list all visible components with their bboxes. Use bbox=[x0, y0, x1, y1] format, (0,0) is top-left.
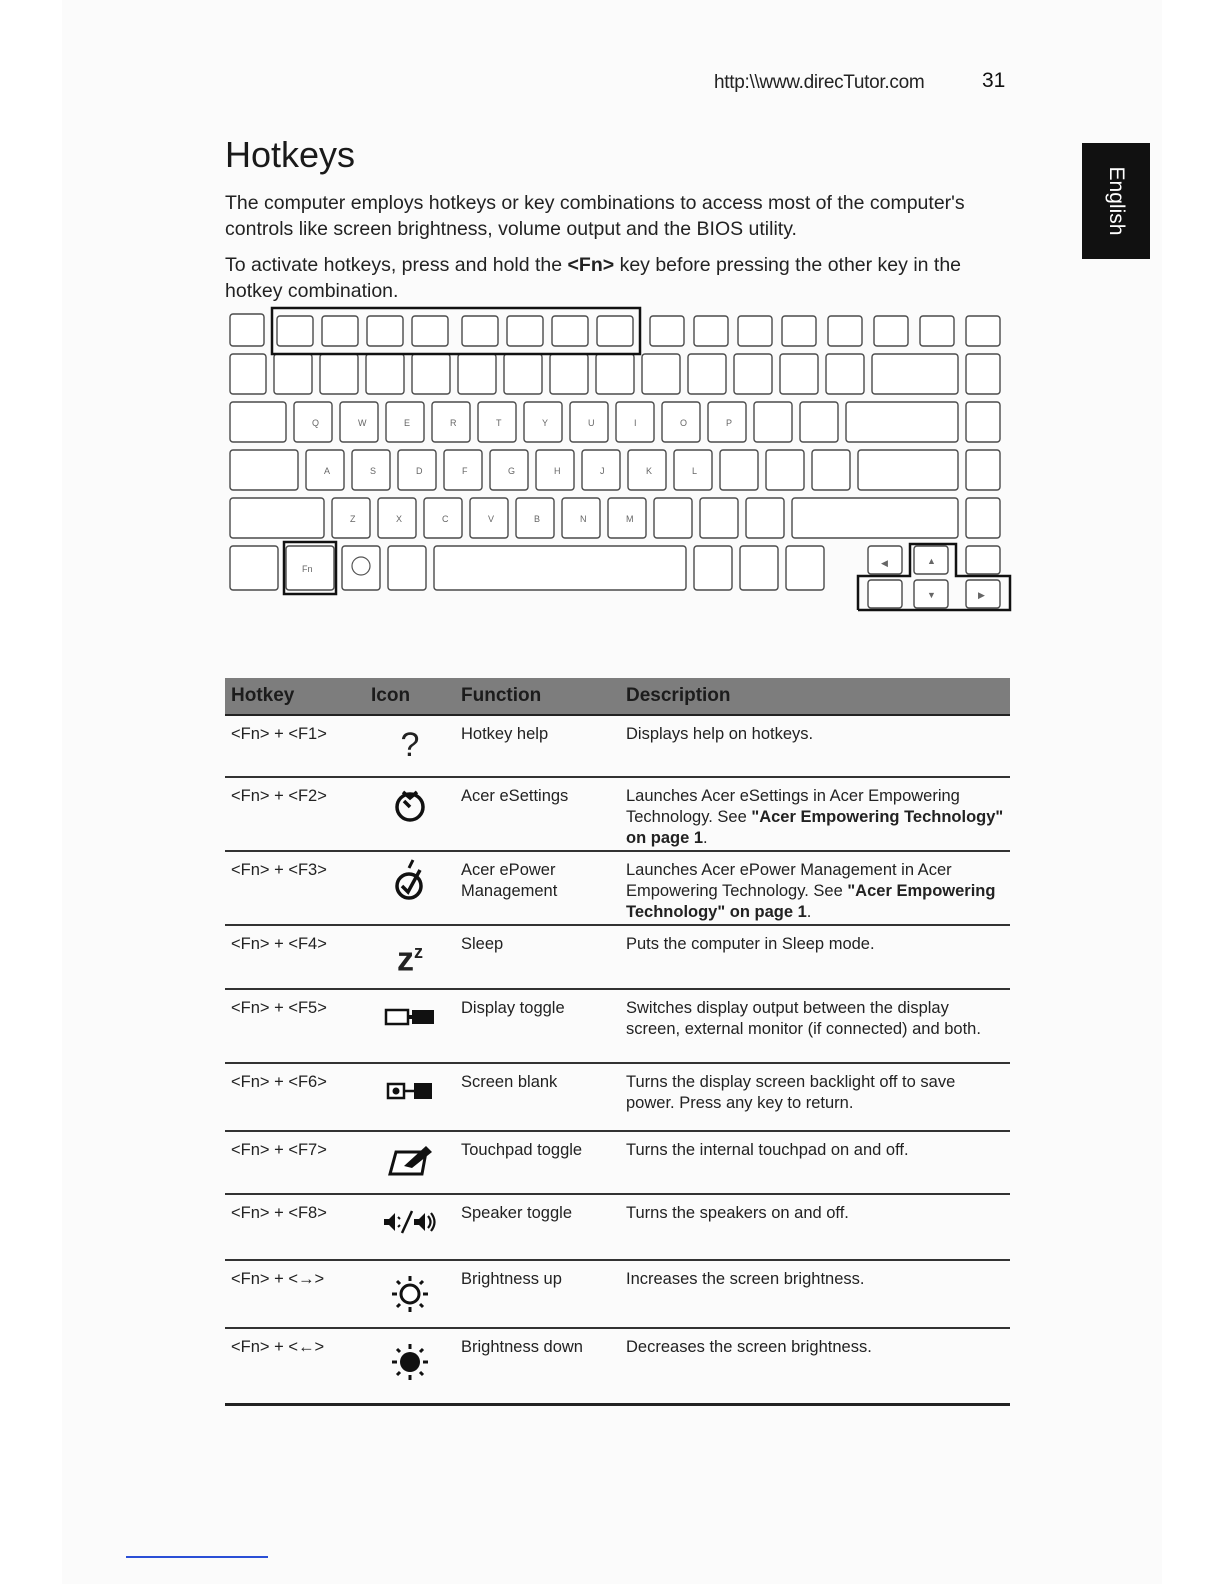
svg-text:E: E bbox=[404, 418, 411, 428]
svg-text:N: N bbox=[580, 514, 587, 524]
description-cell: Turns the speakers on and off. bbox=[620, 1194, 1010, 1260]
svg-text:▶: ▶ bbox=[978, 590, 985, 600]
screen-blank-icon bbox=[382, 1070, 438, 1110]
svg-text:S: S bbox=[370, 466, 377, 476]
page-title: Hotkeys bbox=[225, 134, 356, 175]
icon-cell bbox=[365, 715, 455, 777]
svg-text:▼: ▼ bbox=[927, 590, 936, 600]
table-row bbox=[225, 1131, 1010, 1194]
function-cell: Touchpad toggle bbox=[455, 1131, 620, 1194]
hotkey-cell: <Fn> + <→> bbox=[225, 1260, 365, 1328]
language-tab-label: English bbox=[1105, 166, 1128, 236]
hotkey-cell: <Fn> + <F4> bbox=[225, 925, 365, 989]
touchpad-icon bbox=[382, 1138, 438, 1178]
table-row bbox=[225, 1260, 1010, 1328]
svg-text:A: A bbox=[324, 466, 331, 476]
hotkey-cell: <Fn> + <F1> bbox=[225, 715, 365, 777]
cross-reference: "Acer Empowering Technology" on page 1 bbox=[626, 882, 996, 921]
svg-text:O: O bbox=[680, 418, 688, 428]
icon-cell bbox=[365, 925, 455, 989]
svg-text:Z: Z bbox=[350, 514, 356, 524]
hotkey-cell: <Fn> + <←> bbox=[225, 1328, 365, 1404]
svg-text:I: I bbox=[634, 418, 637, 428]
svg-text:Fn: Fn bbox=[302, 564, 313, 574]
brightness-down-icon bbox=[388, 1335, 432, 1385]
epower-icon bbox=[393, 858, 427, 902]
svg-text:U: U bbox=[588, 418, 595, 428]
description-cell: Turns the display screen backlight off to save power. Press any key to return. bbox=[620, 1063, 1010, 1131]
svg-text:C: C bbox=[442, 514, 449, 524]
table-header-row bbox=[225, 678, 1010, 715]
esettings-icon bbox=[393, 784, 427, 824]
svg-text:Y: Y bbox=[542, 418, 549, 428]
cross-reference: "Acer Empowering Technology" on page 1 bbox=[626, 808, 1004, 847]
function-cell: Sleep bbox=[455, 925, 620, 989]
function-cell: Brightness up bbox=[455, 1260, 620, 1328]
table-row bbox=[225, 851, 1010, 925]
description-cell bbox=[620, 777, 1010, 851]
function-cell: Brightness down bbox=[455, 1328, 620, 1404]
activation-text-end: key before pressing the other key in the hotkey combination. bbox=[225, 254, 962, 302]
svg-text:H: H bbox=[554, 466, 561, 476]
sleep-icon-superscript: z bbox=[414, 942, 423, 962]
page-number: 31 bbox=[982, 69, 1006, 92]
intro-paragraph: The computer employs hotkeys or key combinations to access most of the computer's controls like screen brightness, volume output and the BIOS utility. bbox=[225, 192, 965, 240]
svg-text:T: T bbox=[496, 418, 502, 428]
table-row bbox=[225, 777, 1010, 851]
table-row bbox=[225, 989, 1010, 1063]
description-cell: Decreases the screen brightness. bbox=[620, 1328, 1010, 1404]
icon-cell bbox=[365, 851, 455, 925]
function-cell: Acer eSettings bbox=[455, 777, 620, 851]
function-cell: Hotkey help bbox=[455, 715, 620, 777]
fn-key-text: <Fn> bbox=[567, 254, 615, 276]
svg-text:D: D bbox=[416, 466, 423, 476]
function-cell: Display toggle bbox=[455, 989, 620, 1063]
svg-text:P: P bbox=[726, 418, 733, 428]
function-cell: Acer ePower Management bbox=[455, 851, 620, 925]
svg-text:◀: ◀ bbox=[881, 558, 888, 568]
svg-text:L: L bbox=[692, 466, 698, 476]
hotkey-cell: <Fn> + <F7> bbox=[225, 1131, 365, 1194]
description-cell: Displays help on hotkeys. bbox=[620, 715, 1010, 777]
icon-cell bbox=[365, 777, 455, 851]
description-text: Launches Acer ePower Management in Acer Empowering Technology. See bbox=[626, 861, 952, 900]
description-cell: Increases the screen brightness. bbox=[620, 1260, 1010, 1328]
svg-text:Q: Q bbox=[312, 418, 320, 428]
help-icon: ? bbox=[400, 726, 420, 764]
description-text: Launches Acer eSettings in Acer Empowering Technology. See bbox=[626, 787, 960, 826]
display-toggle-icon bbox=[382, 996, 438, 1036]
description-cell: Turns the internal touchpad on and off. bbox=[620, 1131, 1010, 1194]
description-cell: Puts the computer in Sleep mode. bbox=[620, 925, 1010, 989]
svg-text:▲: ▲ bbox=[927, 556, 936, 566]
hotkey-cell: <Fn> + <F3> bbox=[225, 851, 365, 925]
svg-text:J: J bbox=[600, 466, 605, 476]
header-description: Description bbox=[620, 678, 1010, 715]
icon-cell bbox=[365, 1063, 455, 1131]
header-function: Function bbox=[455, 678, 620, 715]
hotkey-cell: <Fn> + <F5> bbox=[225, 989, 365, 1063]
svg-text:W: W bbox=[358, 418, 367, 428]
description-cell: Switches display output between the display screen, external monitor (if connected) and both. bbox=[620, 989, 1010, 1063]
svg-text:K: K bbox=[646, 466, 653, 476]
activation-paragraph bbox=[225, 252, 1015, 304]
activation-text-start: To activate hotkeys, press and hold the bbox=[225, 254, 568, 276]
svg-text:R: R bbox=[450, 418, 457, 428]
svg-text:B: B bbox=[534, 514, 541, 524]
brightness-up-icon bbox=[388, 1267, 432, 1317]
svg-text:F: F bbox=[462, 466, 468, 476]
keyboard-diagram bbox=[222, 304, 1012, 620]
description-end: . bbox=[806, 903, 812, 921]
svg-text:G: G bbox=[508, 466, 516, 476]
svg-text:M: M bbox=[626, 514, 634, 524]
hotkey-table bbox=[225, 678, 1010, 1406]
header-icon: Icon bbox=[365, 678, 455, 715]
description-cell bbox=[620, 851, 1010, 925]
header-hotkey: Hotkey bbox=[225, 678, 365, 715]
sleep-icon bbox=[397, 932, 423, 979]
header-url: http:\\www.direcTutor.com bbox=[714, 72, 925, 93]
icon-cell bbox=[365, 989, 455, 1063]
description-end: . bbox=[703, 829, 708, 847]
svg-text:V: V bbox=[488, 514, 495, 524]
table-row bbox=[225, 925, 1010, 989]
speaker-icon bbox=[380, 1201, 440, 1241]
hotkey-cell: <Fn> + <F8> bbox=[225, 1194, 365, 1260]
icon-cell bbox=[365, 1131, 455, 1194]
table-row bbox=[225, 1328, 1010, 1404]
table-row bbox=[225, 715, 1010, 777]
language-tab bbox=[1082, 143, 1150, 259]
sleep-icon-z: z bbox=[397, 940, 414, 979]
function-cell: Screen blank bbox=[455, 1063, 620, 1131]
icon-cell bbox=[365, 1260, 455, 1328]
hotkey-cell: <Fn> + <F2> bbox=[225, 777, 365, 851]
table-row bbox=[225, 1194, 1010, 1260]
icon-cell bbox=[365, 1194, 455, 1260]
table-row bbox=[225, 1063, 1010, 1131]
function-cell: Speaker toggle bbox=[455, 1194, 620, 1260]
svg-text:X: X bbox=[396, 514, 403, 524]
icon-cell bbox=[365, 1328, 455, 1404]
hotkey-cell: <Fn> + <F6> bbox=[225, 1063, 365, 1131]
footer-link-underline[interactable] bbox=[126, 1556, 268, 1558]
